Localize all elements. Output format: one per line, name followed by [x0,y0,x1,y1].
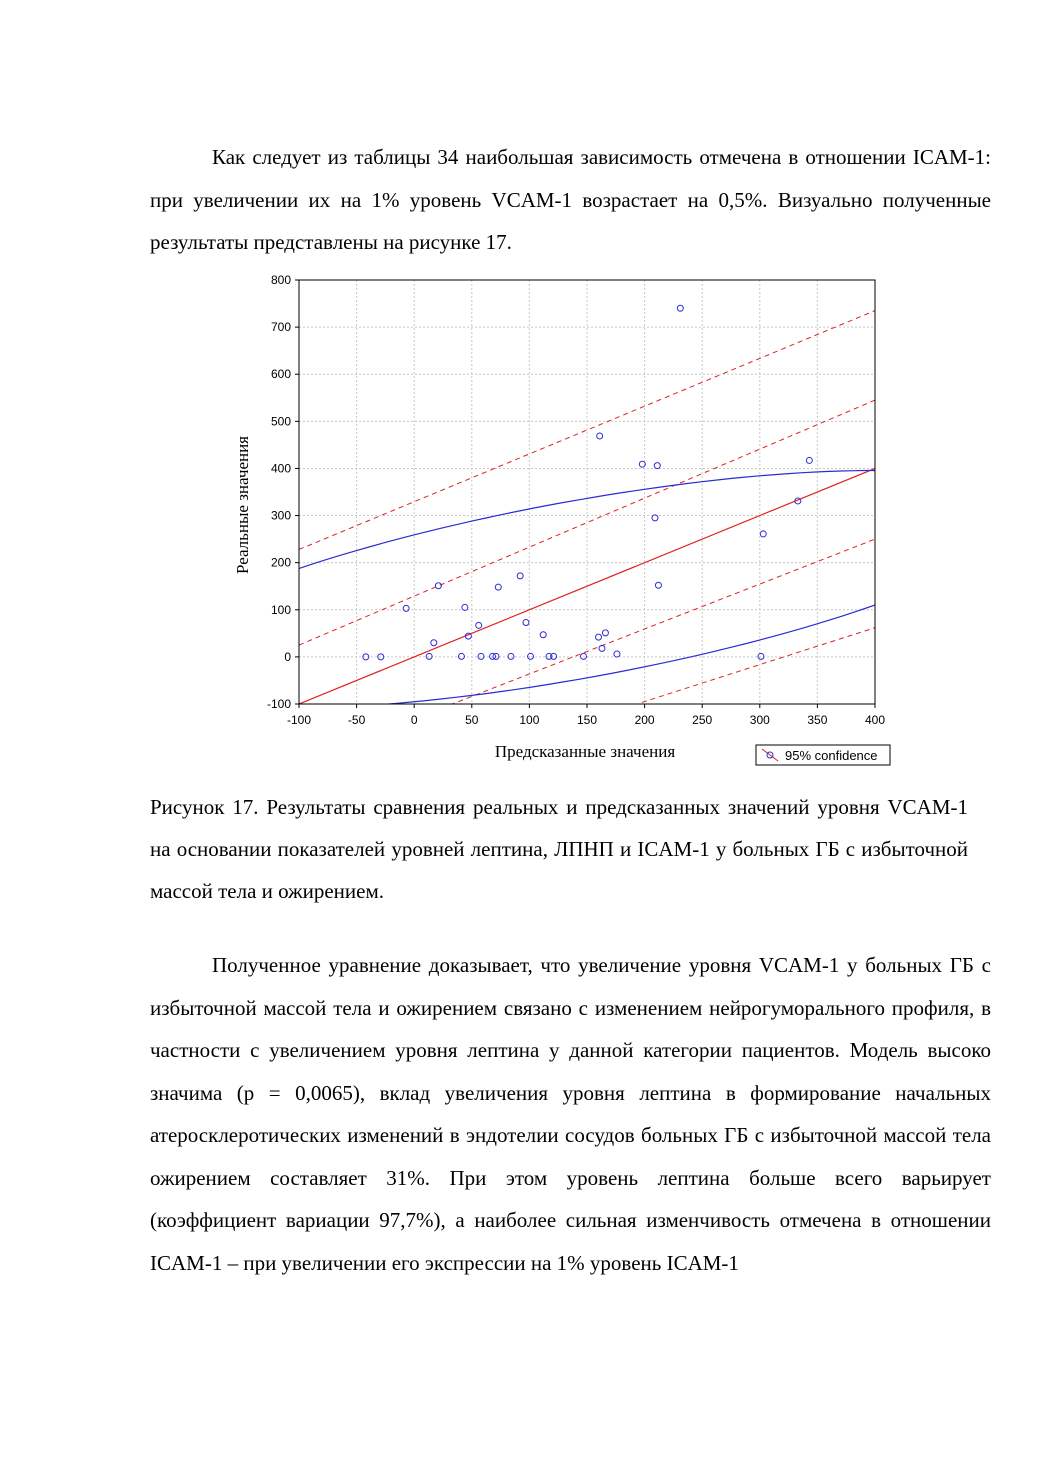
x-axis-label: Предсказанные значения [494,742,676,761]
x-tick-label: 0 [410,713,418,727]
data-point [614,651,620,657]
data-point [596,634,602,640]
y-tick-label: 100 [270,602,291,617]
x-tick-label: -50 [347,713,366,727]
figure-caption: Рисунок 17. Результаты сравнения реальных и предсказанных значений уровня VCAM-1 на основании показателей уровней лептина, ЛПНП и ICAM-1 у больных ГБ с избыточной массой тела и ожирением. [150,795,968,903]
y-tick-label: 600 [270,367,291,382]
data-point [523,619,529,625]
data-point [597,433,603,439]
x-tick-label: 400 [864,713,886,727]
y-tick-label: 200 [270,555,291,570]
data-point [654,463,660,469]
confidence-ellipse [222,471,902,709]
x-tick-label: 200 [634,713,655,727]
x-tick-label: 50 [465,713,479,727]
data-point [677,305,683,311]
paragraph-2 [150,944,991,1284]
data-point [806,457,812,463]
data-point [760,531,766,537]
data-point [540,632,546,638]
y-tick-label: 400 [270,461,291,476]
y-tick-label: 500 [270,414,291,429]
scatter-chart [222,268,902,773]
x-tick-label: -100 [286,713,312,727]
x-tick-label: 300 [749,713,770,727]
legend-label: 95% confidence [785,748,878,763]
x-tick-label: 250 [692,713,713,727]
data-point [602,630,608,636]
y-tick-label: -100 [266,697,291,711]
y-tick-label: 700 [270,320,291,335]
paragraph-1-text: Как следует из таблицы 34 наибольшая зависимость отмечена в отношении ICAM-1: при увеличении их на 1% уровень VCAM-1 возрастает на 0,5%. Визуально полученные результаты представлены на рисунке 17. [150,145,991,254]
data-point [403,605,409,611]
paragraph-1 [150,136,991,264]
x-tick-label: 100 [519,713,540,727]
data-point [431,640,437,646]
data-point [517,573,523,579]
data-point [599,645,605,651]
y-tick-label: 0 [284,649,291,664]
data-point [476,622,482,628]
y-tick-label: 300 [270,508,291,523]
y-axis-label: Реальные значения [233,435,252,575]
scatter-figure [222,268,902,773]
data-point [655,582,661,588]
x-tick-label: 150 [576,713,598,727]
data-point [652,515,658,521]
y-tick-label: 800 [270,273,291,287]
paragraph-2-text: Полученное уравнение доказывает, что увеличение уровня VCAM-1 у больных ГБ с избыточной массой тела и ожирением связано с изменением нейрогуморального профиля, в частности с увеличением уровня лептина у данной категории пациентов. Модель высоко значима (p = 0,0065), вклад увеличения уровня лептина в формирование начальных атеросклеротических изменений в эндотелии сосудов больных ГБ с избыточной массой тела ожирением составляет 31%. При этом уровень лептина больше всего варьирует (коэффициент вариации 97,7%), а наиболее сильная изменчивость отмечена в отношении ICAM-1 – при увеличении его экспрессии на 1% уровень ICAM-1 [150,953,991,1275]
x-tick-label: 350 [807,713,828,727]
chart-points [363,305,813,660]
data-point [495,584,501,590]
chart-grid [299,280,875,704]
legend [756,745,890,765]
data-point [435,583,441,589]
